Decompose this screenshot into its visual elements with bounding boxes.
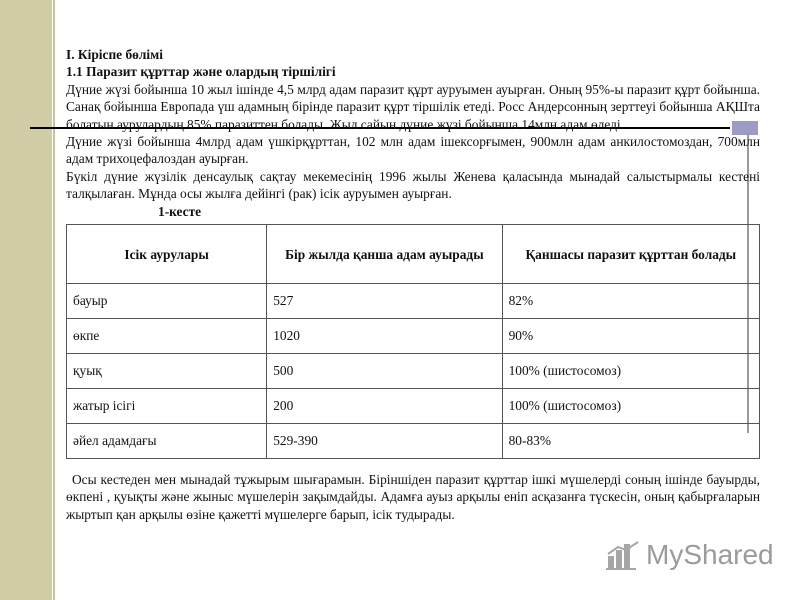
paragraph-2: Дүние жүзі бойынша 4млрд адам үшкірқұрттан, 102 млн адам ішексорғымен, 900млн адам анкилостомоздан, 700млн адам трихоцефалоздан ауырған. [66,134,760,167]
watermark-text: MyShared [646,539,774,570]
table-caption: 1-кесте [158,203,202,219]
table-cell: 80-83% [502,424,759,459]
table-cell: жатыр ісігі [67,389,267,424]
table-header-row [67,225,760,284]
table-row [67,284,760,319]
table-row [67,354,760,389]
table-cell: қуық [67,354,267,389]
table-row [67,424,760,459]
table-cell: өкпе [67,319,267,354]
myshared-watermark [606,538,774,572]
table-cell: 529-390 [267,424,502,459]
table-cell: әйел адамдағы [67,424,267,459]
table-cell: 100% (шистосомоз) [502,354,759,389]
table-row [67,389,760,424]
left-decorative-bar [0,0,52,600]
cancer-statistics-table [66,224,760,459]
table-header-cases-per-year: Бір жылда қанша адам ауырады [267,225,502,284]
table-cell: 90% [502,319,759,354]
subsection-heading: 1.1 Паразит құрттар және олардың тіршілігі [66,64,336,80]
table-cell: 1020 [267,319,502,354]
chart-logo-icon [606,540,644,570]
table-cell: 200 [267,389,502,424]
paragraph-3: Бүкіл дүние жүзілік денсаулық сақтау мекемесінің 1996 жылы Женева қаласында мынадай салыстырмалы кестені талқылаған. Мұнда осы жылға дейінгі (рак) ісік ауруымен ауырған. [66,168,760,202]
table-cell: 500 [267,354,502,389]
table-cell: 82% [502,284,759,319]
slide-content [66,46,760,523]
table-cell: бауыр [67,284,267,319]
paragraph-1: Дүние жүзі бойынша 10 жыл ішінде 4,5 млрд адам паразит құрт ауруымен ауырған. Оның 95%-ы паразит құрт бойынша. Санақ бойынша Европада үш адамның бірінде паразит құрт тіршілік етеді. Росс Андерсонның зерттеуі бойынша АҚШта болатын аурулардың 85% паразиттен болады. Жыл сайын дүние жүзі бойынша 14млн адам өледі. [66,81,760,132]
conclusion-paragraph: Осы кестеден мен мынадай тұжырым шығарамын. Біріншіден паразит құрттар ішкі мүшелерді соның ішінде бауырды, өкпені , қуықты және жыныс мүшелерін зақымдайды. Адамға ауыз арқылы еніп асқазанға түскесін, оның қабырғаларын жыртып қан арқылы өзіне қажетті мүшелерге барып, ісік тудырады. [66,472,760,522]
left-bar-edge-line [53,0,55,600]
table-header-parasite-share: Қаншасы паразит құрттан болады [502,225,759,284]
table-header-disease: Ісік аурулары [67,225,267,284]
section-heading: I. Кіріспе бөлімі [66,47,163,62]
table-row [67,319,760,354]
table-cell: 100% (шистосомоз) [502,389,759,424]
table-cell: 527 [267,284,502,319]
